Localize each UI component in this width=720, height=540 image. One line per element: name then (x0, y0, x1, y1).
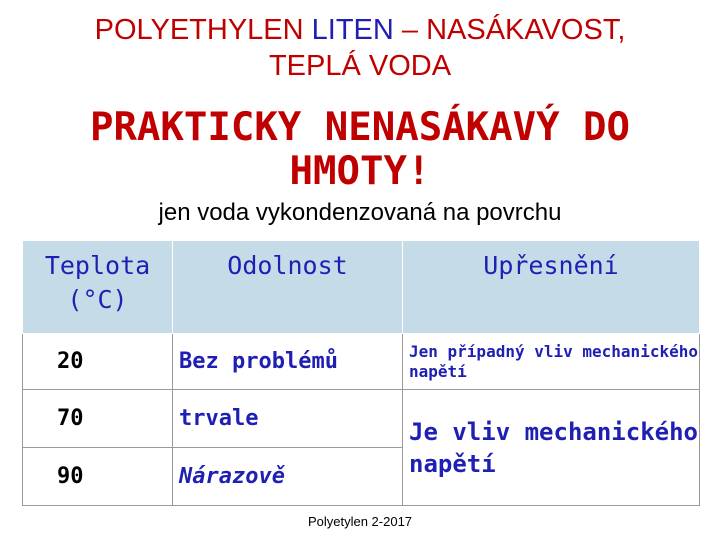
header-teplota: Teplota (°C) (23, 241, 173, 334)
cell-odolnost: trvale (173, 390, 403, 448)
subtitle: jen voda vykondenzovaná na povrchu (158, 199, 562, 226)
table-row (23, 334, 700, 390)
cell-odolnost: Nárazově (173, 448, 403, 506)
cell-upresneni: Je vliv mechanického napětí (403, 390, 700, 506)
title-part-2: LITEN (311, 14, 394, 46)
cell-odolnost: Bez problémů (173, 334, 403, 390)
slide-title (0, 12, 720, 84)
cell-teplota: 20 (23, 334, 173, 390)
header-odolnost: Odolnost (173, 241, 403, 334)
headline-line-1: PRAKTICKY NENASÁKAVÝ DO (89, 105, 631, 150)
title-part-1: POLYETHYLEN (94, 14, 312, 46)
title-line-2: TEPLÁ VODA (268, 50, 452, 82)
absorption-table (22, 240, 700, 506)
headline (0, 106, 720, 194)
header-upresneni: Upřesnění (403, 241, 700, 334)
headline-line-2: HMOTY! (289, 149, 431, 194)
table-header-row (23, 241, 700, 334)
cell-upresneni: Jen případný vliv mechanického napětí (403, 334, 700, 390)
title-part-3: – NASÁKAVOST, (393, 14, 626, 46)
footer-text: Polyetylen 2-2017 (307, 514, 413, 529)
cell-teplota: 70 (23, 390, 173, 448)
table-row (23, 390, 700, 448)
cell-teplota: 90 (23, 448, 173, 506)
